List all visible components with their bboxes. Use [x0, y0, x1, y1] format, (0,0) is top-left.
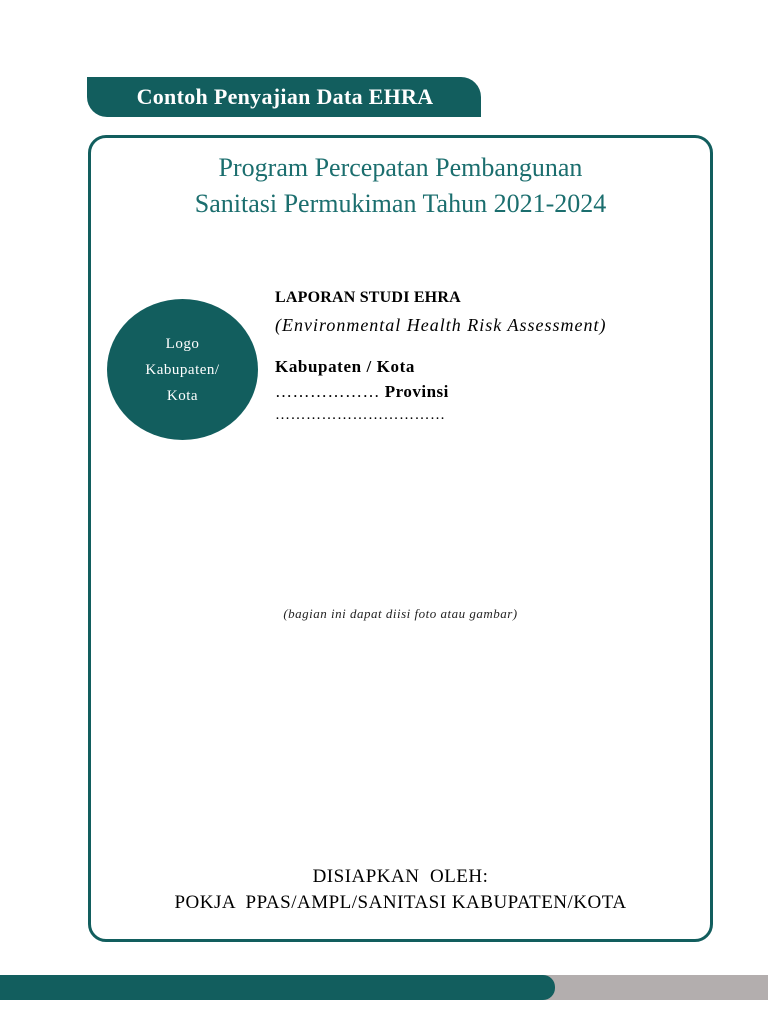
prepared-by — [88, 864, 713, 916]
cover-frame — [88, 135, 713, 942]
provinsi-line — [275, 379, 695, 404]
program-title-line1: Program Percepatan Pembangunan — [218, 153, 583, 182]
prepared-by-value: POKJA PPAS/AMPL/SANITASI KABUPATEN/KOTA — [174, 892, 627, 913]
footer-bar-teal — [0, 975, 555, 1000]
section-header-label: Contoh Penyajian Data EHRA — [136, 84, 434, 109]
section-header-tab — [87, 77, 481, 117]
program-title — [88, 150, 713, 222]
photo-placeholder-note: (bagian ini dapat diisi foto atau gambar) — [283, 606, 518, 621]
prepared-by-label: DISIAPKAN OLEH: — [312, 866, 489, 887]
provinsi-label: Provinsi — [384, 382, 449, 401]
logo-placeholder-line1: Logo — [165, 335, 200, 352]
report-info — [275, 287, 695, 426]
kabupaten-label: Kabupaten / Kota — [275, 357, 415, 376]
kabupaten-dots: ……………… — [275, 382, 385, 401]
logo-placeholder-line2: Kabupaten/ — [145, 361, 220, 378]
program-title-line2: Sanitasi Permukiman Tahun 2021-2024 — [194, 189, 607, 218]
logo-placeholder-line3: Kota — [166, 387, 199, 404]
report-title: LAPORAN STUDI EHRA — [275, 289, 461, 306]
report-subtitle: (Environmental Health Risk Assessment) — [275, 315, 607, 335]
logo-placeholder — [107, 299, 258, 440]
provinsi-dots: …………………………… — [275, 407, 446, 423]
